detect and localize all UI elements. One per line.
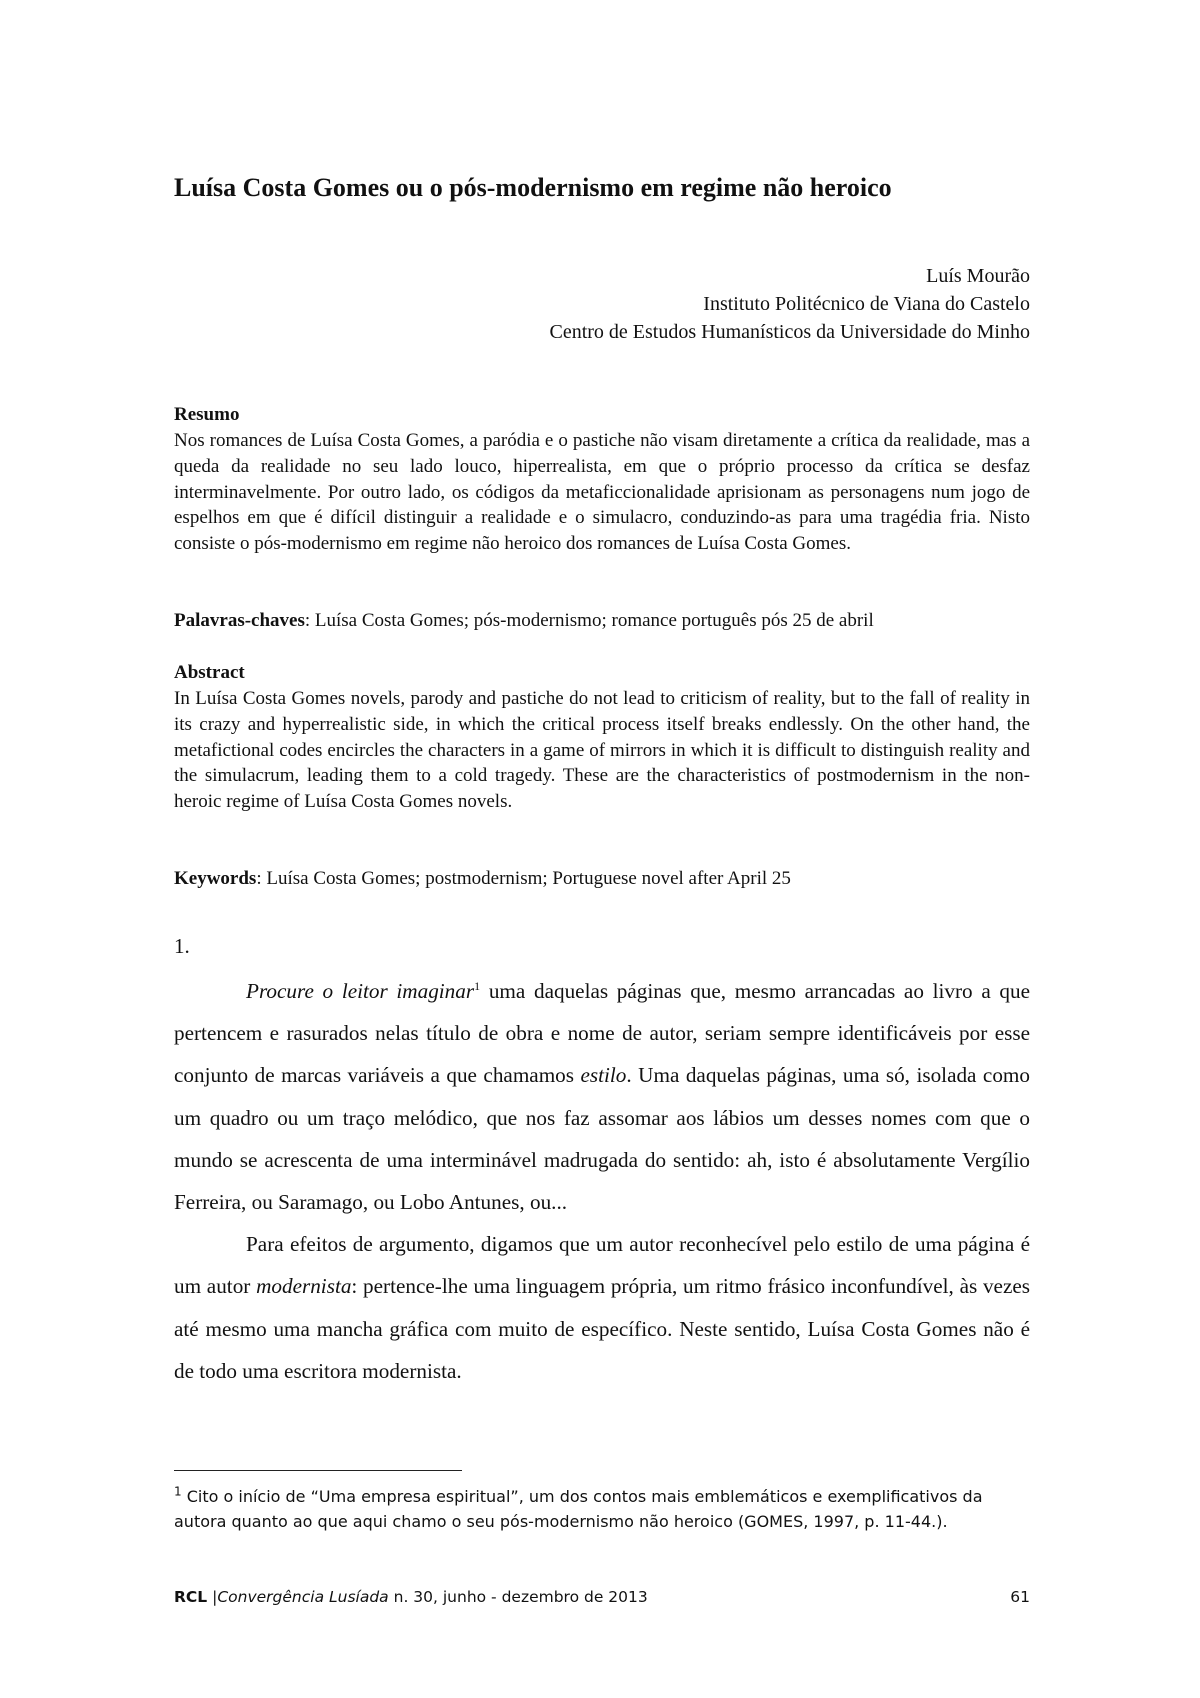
keywords-line <box>174 866 1030 892</box>
resumo-section <box>174 402 1030 557</box>
palavras-chaves-colon: : <box>304 610 311 631</box>
page-number: 61 <box>1010 1588 1030 1606</box>
author-affiliation-1: Instituto Politécnico de Viana do Castelo <box>703 293 1030 315</box>
journal-name: Convergência Lusíada <box>217 1588 389 1606</box>
journal-issue: n. 30, junho - dezembro de 2013 <box>388 1588 648 1606</box>
p1-part1: uma daquelas páginas que, mesmo arrancadas ao livro a que pertencem e rasurados nelas título de obra e nome de autor, seriam sempre identificáveis por esse conjunto de marcas variáveis a que chamamos <box>174 979 1031 1088</box>
abstract-text: In Luísa Costa Gomes novels, parody and pastiche do not lead to criticism of reality, but to the fall of reality in its crazy and hyperrealistic side, in which the critical process itself breaks endlessly. On the other hand, the metafictional codes encircles the characters in a game of mirrors in which it is difficult to distinguish reality and the simulacrum, leading them to a cold tragedy. These are the characteristics of postmodernism in the non-heroic regime of Luísa Costa Gomes novels. <box>174 688 1030 813</box>
body-paragraph-1 <box>174 970 1030 1223</box>
keywords-label: Keywords <box>174 868 257 889</box>
footnote-mark: 1 <box>174 1484 182 1499</box>
author-block <box>174 262 1030 346</box>
section-number: 1. <box>174 934 190 958</box>
palavras-chaves-label: Palavras-chaves <box>174 610 305 631</box>
author-name: Luís Mourão <box>926 265 1030 287</box>
p1-part2: . Uma daquelas páginas, uma só, isolada como um quadro ou um traço melódico, que nos faz assomar aos lábios um desses nomes com que o mundo se acrescenta de uma interminável madrugada do sentido: ah, isto é absolutamente Vergílio Ferreira, ou Saramago, ou Lobo Antunes, ou... <box>174 1063 1031 1215</box>
journal-footer <box>174 1588 648 1606</box>
footnote-ref-1[interactable]: 1 <box>474 978 481 993</box>
italic-estilo: estilo <box>580 1063 627 1088</box>
body-text <box>174 970 1030 1392</box>
p2-part2: : pertence-lhe uma linguagem própria, um ritmo frásico inconfundível, às vezes até mesmo uma mancha gráfica com muito de específico. Neste sentido, Luísa Costa Gomes não é de todo uma escritora modernista. <box>174 1274 1031 1383</box>
resumo-text: Nos romances de Luísa Costa Gomes, a paródia e o pastiche não visam diretamente a crítica da realidade, mas a queda da realidade no seu lado louco, hiperrealista, em que o próprio processo da crítica se desfaz interminavelmente. Por outro lado, os códigos da metaficcionalidade aprisionam as personagens num jogo de espelhos em que é difícil distinguir a realidade e o simulacro, conduzindo-as para uma tragédia fria. Nisto consiste o pós-modernismo em regime não heroico dos romances de Luísa Costa Gomes. <box>174 430 1030 555</box>
article-title: Luísa Costa Gomes ou o pós-modernismo em regime não heroico <box>174 173 892 202</box>
abstract-section <box>174 660 1030 815</box>
palavras-chaves-values: Luísa Costa Gomes; pós-modernismo; romance português pós 25 de abril <box>310 610 874 631</box>
resumo-heading: Resumo <box>174 404 240 425</box>
footnote-divider <box>174 1470 462 1471</box>
keywords-values: Luísa Costa Gomes; postmodernism; Portuguese novel after April 25 <box>261 868 791 889</box>
abstract-heading: Abstract <box>174 662 245 683</box>
footnote-1 <box>174 1484 1030 1534</box>
palavras-chaves-line <box>174 608 1030 634</box>
journal-abbr: RCL <box>174 1588 208 1606</box>
author-affiliation-2: Centro de Estudos Humanísticos da Universidade do Minho <box>549 321 1030 343</box>
italic-modernista: modernista <box>256 1274 352 1299</box>
body-paragraph-2 <box>174 1223 1030 1392</box>
p2-part1: Para efeitos de argumento, digamos que um autor reconhecível pelo estilo de uma página é um autor <box>174 1232 1030 1299</box>
keywords-colon: : <box>256 868 262 889</box>
footnote-text: Cito o início de “Uma empresa espiritual”, um dos contos mais emblemáticos e exemplificativos da autora quanto ao que aqui chamo o seu pós-modernismo não heroico (GOMES, 1997, p. 11-44.). <box>174 1487 983 1531</box>
footer-separator: | <box>207 1588 218 1606</box>
italic-procure: Procure o leitor imaginar <box>246 979 475 1003</box>
